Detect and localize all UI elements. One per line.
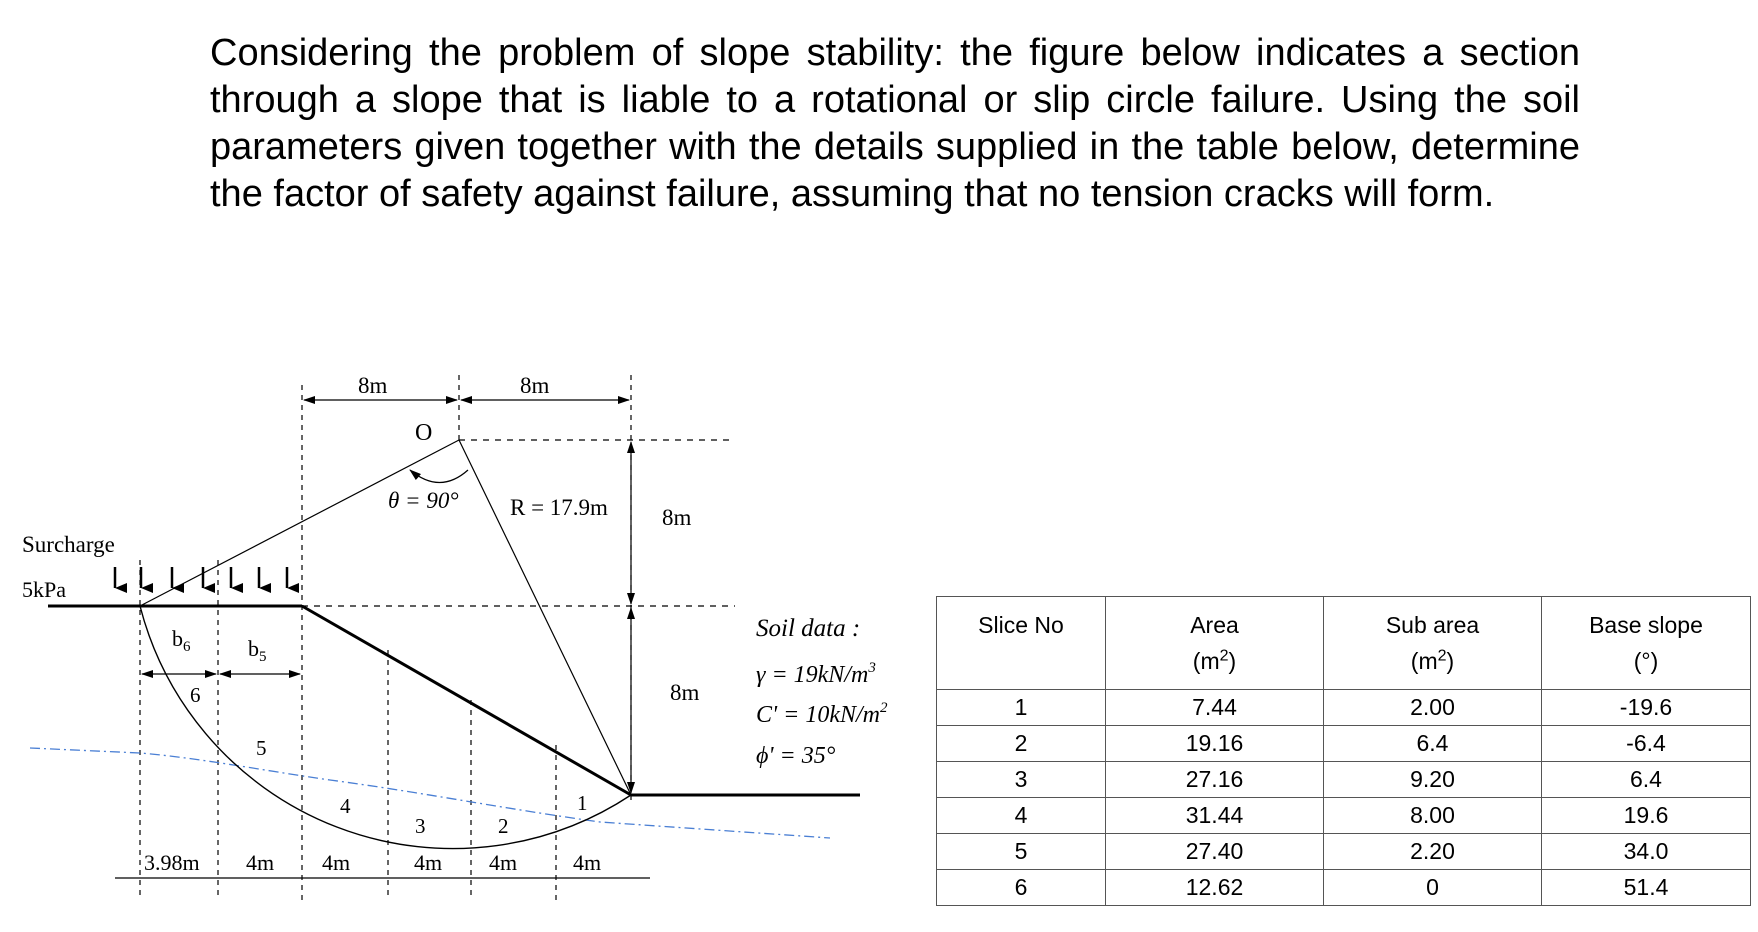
soil-cohesion: $C' = 10kN/m^2$ [756, 700, 888, 728]
angle-label: θ = 90° [388, 488, 459, 513]
slice-label-5: 5 [256, 736, 267, 760]
vert-dim-lower-label: 8m [670, 680, 700, 705]
cell-sub-area: 6.4 [1324, 726, 1542, 762]
vert-dim-upper-label: 8m [662, 505, 692, 530]
cell-sub-area: 2.00 [1324, 690, 1542, 726]
bottom-dim-label: 4m [322, 850, 351, 875]
ground-surface [48, 606, 860, 795]
cell-base-slope: 34.0 [1542, 834, 1751, 870]
radius-label: R = 17.9m [510, 495, 608, 520]
slice-boundaries [140, 375, 631, 905]
cell-base-slope: 19.6 [1542, 798, 1751, 834]
bottom-dim-label: 3.98m [144, 850, 200, 875]
table-row [937, 870, 1751, 906]
b5-label: $b_5$ [248, 636, 267, 665]
cell-area: 19.16 [1106, 726, 1324, 762]
slice-label-3: 3 [415, 814, 426, 838]
cell-base-slope: 6.4 [1542, 762, 1751, 798]
slice-label-4: 4 [340, 794, 351, 818]
header-sub-area: Sub area $(m^2)$ [1324, 597, 1542, 690]
cell-base-slope: -19.6 [1542, 690, 1751, 726]
cell-sub-area: 0 [1324, 870, 1542, 906]
cell-slice: 5 [937, 834, 1106, 870]
slice-table [936, 596, 1751, 906]
cell-sub-area: 9.20 [1324, 762, 1542, 798]
cell-base-slope: 51.4 [1542, 870, 1751, 906]
table-row [937, 798, 1751, 834]
cell-slice: 6 [937, 870, 1106, 906]
radius-line-right [459, 440, 631, 795]
cell-slice: 3 [937, 762, 1106, 798]
cell-slice: 4 [937, 798, 1106, 834]
header-slice: Slice No [937, 597, 1106, 690]
cell-slice: 1 [937, 690, 1106, 726]
cell-area: 31.44 [1106, 798, 1324, 834]
cell-area: 27.40 [1106, 834, 1324, 870]
cell-slice: 2 [937, 726, 1106, 762]
cell-area: 27.16 [1106, 762, 1324, 798]
bottom-dim-label: 4m [246, 850, 275, 875]
center-label: O [415, 420, 433, 446]
bottom-dim-label: 4m [414, 850, 443, 875]
cell-base-slope: -6.4 [1542, 726, 1751, 762]
surcharge-value: 5kPa [22, 577, 66, 602]
table-row [937, 726, 1751, 762]
soil-gamma: $\gamma = 19kN/m^3$ [756, 660, 876, 688]
slice-label-2: 2 [498, 814, 509, 838]
slice-label-1: 1 [577, 791, 588, 815]
top-dim-right-label: 8m [520, 373, 550, 398]
question-text: Considering the problem of slope stability: the figure below indicates a section through a slope that is liable to a rotational or slip circle failure. Using the soil parameters given together with the details supplied in the table below, determine the factor of safety against failure, assuming that no tension cracks will form. [210, 32, 1580, 215]
cell-area: 12.62 [1106, 870, 1324, 906]
table-row [937, 834, 1751, 870]
top-dim-left-label: 8m [358, 373, 388, 398]
b6-label: $b_6$ [172, 626, 191, 655]
water-table-line [30, 748, 830, 838]
surcharge-label: Surcharge [22, 532, 115, 557]
table-row [937, 762, 1751, 798]
slice-label-6: 6 [190, 683, 201, 707]
cell-sub-area: 2.20 [1324, 834, 1542, 870]
angle-arc [410, 470, 468, 483]
table-row [937, 690, 1751, 726]
header-base-slope: Base slope (°) [1542, 597, 1751, 690]
soil-data-title: Soil data : [756, 615, 861, 642]
surcharge-arrows [115, 567, 287, 588]
cell-area: 7.44 [1106, 690, 1324, 726]
cell-sub-area: 8.00 [1324, 798, 1542, 834]
soil-phi: ϕ' = 35° [756, 743, 836, 769]
bottom-dim-label: 4m [573, 850, 602, 875]
header-area: Area $(m^2)$ [1106, 597, 1324, 690]
bottom-dim-label: 4m [489, 850, 518, 875]
radius-line-left [140, 440, 459, 606]
